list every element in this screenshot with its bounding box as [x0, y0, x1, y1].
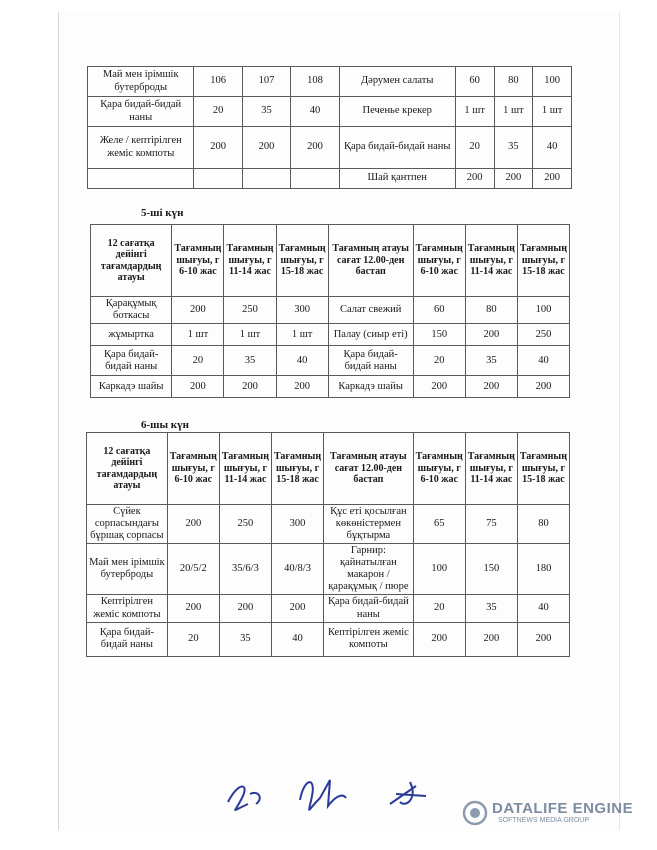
- table-cell: 107: [242, 67, 290, 97]
- table-cell: 40: [517, 595, 569, 622]
- table-row: [88, 67, 572, 97]
- table-cell: Кептірілген жеміс компоты: [324, 622, 414, 656]
- table-row: [88, 169, 572, 189]
- table-cell: 1 шт: [224, 324, 276, 346]
- table-cell: Құс еті қосылған көкөністермен бұқтырма: [324, 505, 414, 544]
- table-header-cell: Тағамның шығуы, г 15-18 жас: [517, 433, 569, 505]
- table-cell: 75: [465, 505, 517, 544]
- table-header-row: [91, 225, 570, 297]
- table-cell: 20: [194, 97, 242, 127]
- table-cell: 200: [224, 376, 276, 398]
- table-cell: 60: [455, 67, 494, 97]
- table-row: [91, 297, 570, 324]
- table-header-cell: Тағамның атауы сағат 12.00-ден бастап: [328, 225, 413, 297]
- table-cell: 20: [167, 622, 219, 656]
- table-cell: Печенье крекер: [339, 97, 455, 127]
- table-cell: 200: [291, 127, 339, 169]
- table-cell: 200: [517, 622, 569, 656]
- table-cell: Май мен ірімшік бутерброды: [88, 67, 194, 97]
- table-cell: 1 шт: [172, 324, 224, 346]
- table-cell: 200: [533, 169, 572, 189]
- day6-heading: 6-шы күн: [141, 419, 189, 431]
- table-header-cell: Тағамның шығуы, г 15-18 жас: [517, 225, 569, 297]
- table-cell: Каркадэ шайы: [91, 376, 172, 398]
- table-row: [91, 346, 570, 376]
- table-row: [87, 544, 570, 595]
- table-cell: 80: [494, 67, 533, 97]
- table-cell: 1 шт: [494, 97, 533, 127]
- table-cell: 300: [271, 505, 323, 544]
- datalife-watermark: [466, 800, 633, 824]
- table-header-cell: Тағамның шығуы, г 11-14 жас: [219, 433, 271, 505]
- table-cell: Каркадэ шайы: [328, 376, 413, 398]
- table-cell: 200: [276, 376, 328, 398]
- table-cell: 106: [194, 67, 242, 97]
- table-cell: 65: [413, 505, 465, 544]
- table-cell: 35/6/3: [219, 544, 271, 595]
- table-cell: 300: [276, 297, 328, 324]
- table-cell: 200: [167, 595, 219, 622]
- table-cell: 40: [276, 346, 328, 376]
- table-header-cell: Тағамның шығуы, г 6-10 жас: [413, 225, 465, 297]
- datalife-logo-icon: [462, 800, 488, 826]
- table-header-cell: Тағамның шығуы, г 15-18 жас: [276, 225, 328, 297]
- table-cell: 200: [413, 622, 465, 656]
- table-cell: 20/5/2: [167, 544, 219, 595]
- table-cell: 200: [465, 324, 517, 346]
- signatures-image: [220, 768, 450, 818]
- table-cell: 250: [517, 324, 569, 346]
- table-row: [87, 595, 570, 622]
- table-cell: 100: [517, 297, 569, 324]
- table-cell: Май мен ірімшік бутерброды: [87, 544, 168, 595]
- table-cell: 35: [465, 346, 517, 376]
- table-cell: Қара бидай-бидай наны: [324, 595, 414, 622]
- table-cell: Гарнир: қайнатылған макарон / қарақұмық / пюре: [324, 544, 414, 595]
- table-cell: 200: [455, 169, 494, 189]
- table-cell: 40: [271, 622, 323, 656]
- table-cell: 35: [224, 346, 276, 376]
- table-cell: [88, 169, 194, 189]
- table-cell: Қара бидай-бидай наны: [87, 622, 168, 656]
- table-cell: 40: [291, 97, 339, 127]
- table-header-cell: 12 сағатқа дейінгі тағамдардың атауы: [91, 225, 172, 297]
- table-cell: 1 шт: [455, 97, 494, 127]
- table-cell: 200: [465, 622, 517, 656]
- table-cell: 100: [413, 544, 465, 595]
- table-cell: 35: [242, 97, 290, 127]
- table-cell: Палау (сиыр еті): [328, 324, 413, 346]
- table-cell: 200: [172, 297, 224, 324]
- table-cell: 20: [413, 595, 465, 622]
- table-cell: 20: [413, 346, 465, 376]
- table-cell: 40/8/3: [271, 544, 323, 595]
- table-cell: 200: [219, 595, 271, 622]
- table-cell: 20: [172, 346, 224, 376]
- table-header-cell: Тағамның шығуы, г 11-14 жас: [465, 433, 517, 505]
- table-cell: Дәрумен салаты: [339, 67, 455, 97]
- table-row: [87, 622, 570, 656]
- table-cell: 108: [291, 67, 339, 97]
- table-cell: 200: [271, 595, 323, 622]
- table-row: [91, 324, 570, 346]
- table-cell: [194, 169, 242, 189]
- table-cell: Қарақұмық боткасы: [91, 297, 172, 324]
- table-cell: 35: [465, 595, 517, 622]
- table-cell: 35: [494, 127, 533, 169]
- table-cell: 250: [219, 505, 271, 544]
- table-header-cell: Тағамның шығуы, г 11-14 жас: [224, 225, 276, 297]
- menu-table-day5: [90, 224, 570, 398]
- table-header-cell: Тағамның шығуы, г 6-10 жас: [167, 433, 219, 505]
- table-cell: 100: [533, 67, 572, 97]
- table-header-cell: Тағамның шығуы, г 6-10 жас: [413, 433, 465, 505]
- table-cell: 1 шт: [533, 97, 572, 127]
- menu-table-day4-continued: [87, 66, 572, 189]
- table-row: [88, 127, 572, 169]
- day5-heading: 5-ші күн: [141, 207, 184, 219]
- table-header-cell: Тағамның шығуы, г 11-14 жас: [465, 225, 517, 297]
- table-cell: Желе / кептірілген жеміс компоты: [88, 127, 194, 169]
- table-cell: Қара бидай-бидай наны: [339, 127, 455, 169]
- table-cell: 60: [413, 297, 465, 324]
- table-cell: Салат свежий: [328, 297, 413, 324]
- table-cell: 200: [172, 376, 224, 398]
- table-header-cell: 12 сағатқа дейінгі тағамдардың атауы: [87, 433, 168, 505]
- table-cell: Шай қантпен: [339, 169, 455, 189]
- watermark-title: DATALIFE ENGINE: [492, 800, 634, 817]
- menu-table-day6: [86, 432, 570, 657]
- table-cell: [242, 169, 290, 189]
- table-cell: Қара бидай-бидай наны: [88, 97, 194, 127]
- table-cell: [291, 169, 339, 189]
- table-row: [87, 505, 570, 544]
- table-cell: Қара бидай-бидай наны: [328, 346, 413, 376]
- table-header-cell: Тағамның шығуы, г 15-18 жас: [271, 433, 323, 505]
- table-header-cell: Тағамның атауы сағат 12.00-ден бастап: [324, 433, 414, 505]
- table-header-row: [87, 433, 570, 505]
- table-cell: 80: [517, 505, 569, 544]
- table-cell: 150: [413, 324, 465, 346]
- table-cell: 20: [455, 127, 494, 169]
- table-cell: 150: [465, 544, 517, 595]
- table-cell: 200: [242, 127, 290, 169]
- watermark-subtitle: SOFTNEWS MEDIA GROUP: [498, 817, 590, 824]
- table-cell: 40: [517, 346, 569, 376]
- table-cell: 180: [517, 544, 569, 595]
- table-cell: 1 шт: [276, 324, 328, 346]
- table-cell: 200: [167, 505, 219, 544]
- table-cell: Кептірілген жеміс компоты: [87, 595, 168, 622]
- table-cell: 200: [494, 169, 533, 189]
- table-cell: Қара бидай-бидай наны: [91, 346, 172, 376]
- table-cell: жұмыртка: [91, 324, 172, 346]
- table-cell: 40: [533, 127, 572, 169]
- table-row: [88, 97, 572, 127]
- table-cell: 80: [465, 297, 517, 324]
- table-cell: 200: [194, 127, 242, 169]
- table-row: [91, 376, 570, 398]
- table-cell: 200: [465, 376, 517, 398]
- table-cell: 250: [224, 297, 276, 324]
- table-header-cell: Тағамның шығуы, г 6-10 жас: [172, 225, 224, 297]
- table-cell: 200: [413, 376, 465, 398]
- table-cell: 200: [517, 376, 569, 398]
- table-cell: Сүйек сорпасындағы бұршақ сорпасы: [87, 505, 168, 544]
- table-cell: 35: [219, 622, 271, 656]
